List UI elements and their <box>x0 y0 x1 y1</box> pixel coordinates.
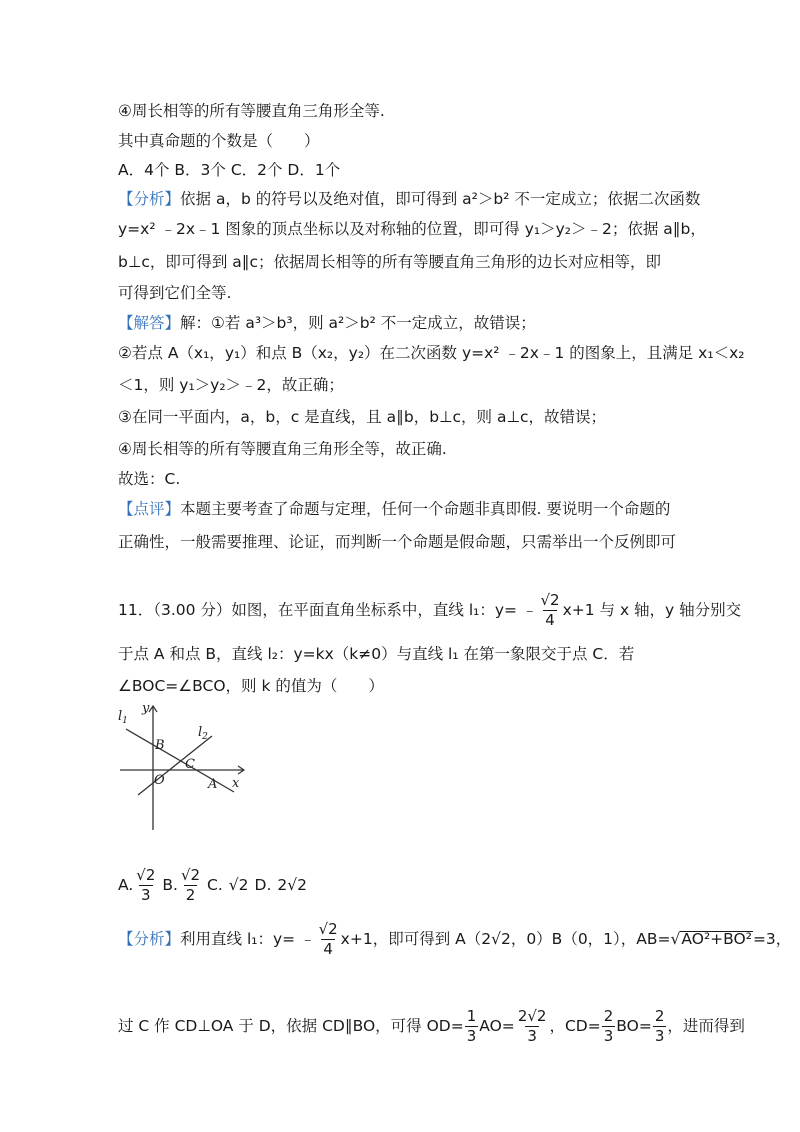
text-line: ④周长相等的所有等腰直角三角形全等. <box>118 102 385 120</box>
x-label: x <box>232 776 240 791</box>
text-line: ③在同一平面内，a，b，c 是直线，且 a∥b，b⊥c，则 a⊥c，故错误； <box>118 408 607 426</box>
option-b-value <box>179 868 202 903</box>
solution-text: 解：①若 a³＞b³，则 a²＞b² 不一定成立，故错误； <box>180 314 536 332</box>
solution-tag: 【解答】 <box>118 314 181 332</box>
text-line: ＜1，则 y₁＞y₂＞﹣2，故正确； <box>118 376 344 394</box>
text-line: 正确性，一般需要推理、论证，而判断一个命题是假命题，只需举出一个反例即可 <box>118 533 677 551</box>
analysis-text: BO= <box>616 1016 652 1035</box>
line-l1 <box>126 729 234 792</box>
line-l2-label: $l_2$ <box>198 725 208 742</box>
sqrt-sign: √ <box>670 929 681 948</box>
fraction <box>465 1009 479 1044</box>
option-d-value: 2√2 <box>277 875 308 894</box>
sqrt-expression: AO²+BO² <box>681 930 752 949</box>
question-text: x+1 与 x 轴，y 轴分别交 <box>562 600 742 619</box>
analysis-tag: 【分析】 <box>118 190 181 208</box>
origin-label: O <box>154 773 165 788</box>
option-d-label: D. <box>254 875 272 894</box>
fraction-denominator: 2 <box>185 886 196 904</box>
fraction-denominator: 3 <box>654 1027 665 1045</box>
comment-line <box>118 502 670 518</box>
option-c-value: √2 <box>228 875 249 894</box>
fraction-numerator: √2 <box>318 920 338 938</box>
answer-options <box>118 868 307 903</box>
question-line: ∠BOC=∠BCO，则 k 的值为（ ） <box>118 677 384 695</box>
text-line: ④周长相等的所有等腰直角三角形全等，故正确. <box>118 440 447 458</box>
fraction-numerator: 1 <box>466 1007 477 1025</box>
question-line: 于点 A 和点 B，直线 l₂：y=kx（k≠0）与直线 l₁ 在第一象限交于点 C．若 <box>118 645 635 663</box>
fraction <box>317 922 340 957</box>
analysis-text: 依据 a，b 的符号以及绝对值，即可得到 a²＞b² 不一定成立；依据二次函数 <box>180 190 701 208</box>
fraction <box>516 1009 549 1044</box>
option-a-label: A. <box>118 875 134 894</box>
fraction-denominator: 3 <box>141 886 151 904</box>
point-c-label: C <box>185 757 195 772</box>
fraction-numerator: 2 <box>603 1007 614 1025</box>
fraction <box>602 1009 616 1044</box>
analysis-line-2 <box>118 1009 745 1044</box>
solution-line <box>118 316 536 332</box>
analysis-line <box>118 192 700 208</box>
text-line: 可得到它们全等. <box>118 284 232 302</box>
option-a-value <box>134 868 157 903</box>
option-b-label: B. <box>162 875 178 894</box>
analysis-text: =3， <box>752 929 792 948</box>
analysis-text: 利用直线 l₁：y= ﹣ <box>180 929 316 948</box>
fraction <box>538 593 561 628</box>
fraction <box>653 1009 667 1044</box>
point-a-label: A <box>208 777 218 792</box>
fraction-denominator: 3 <box>466 1027 477 1045</box>
fraction-denominator: 4 <box>545 611 555 629</box>
line-l2 <box>138 736 212 795</box>
line-l1-label: $l_1$ <box>118 709 128 726</box>
options-line: A．4个 B．3个 C．2个 D．1个 <box>118 161 341 179</box>
coordinate-figure <box>112 700 252 835</box>
fraction-numerator: 2√2 <box>517 1007 547 1025</box>
fraction-numerator: √2 <box>540 591 560 609</box>
point-b-label: B <box>155 738 165 753</box>
text-line: 其中真命题的个数是（ ） <box>118 132 320 150</box>
analysis-tag: 【分析】 <box>118 929 181 948</box>
text-line: y=x² ﹣2x﹣1 图象的顶点坐标以及对称轴的位置，即可得 y₁＞y₂＞﹣2；依据 a∥b， <box>118 220 706 238</box>
analysis-text: AO= <box>479 1016 515 1035</box>
fraction-numerator: 2 <box>654 1007 665 1025</box>
question-text: 11．（3.00 分）如图，在平面直角坐标系中，直线 l₁：y= ﹣ <box>118 600 538 619</box>
text-line: ②若点 A（x₁，y₁）和点 B（x₂，y₂）在二次函数 y=x² ﹣2x﹣1 的图象上，且满足 x₁＜x₂ <box>118 344 745 362</box>
text-line: 故选：C. <box>118 470 181 488</box>
analysis-line-1 <box>118 922 791 957</box>
comment-text: 本题主要考查了命题与定理，任何一个命题非真即假. 要说明一个命题的 <box>180 500 671 518</box>
comment-tag: 【点评】 <box>118 500 181 518</box>
fraction-numerator: √2 <box>136 866 156 884</box>
fraction-denominator: 4 <box>323 940 333 958</box>
analysis-text: 过 C 作 CD⊥OA 于 D，依据 CD∥BO，可得 OD= <box>118 1016 464 1035</box>
option-c-label: C. <box>207 875 223 894</box>
fraction-numerator: √2 <box>180 866 201 884</box>
analysis-text: ，进而得到 <box>667 1016 745 1035</box>
fraction-denominator: 3 <box>603 1027 614 1045</box>
y-label: y <box>142 701 150 716</box>
question-11-line <box>118 593 741 628</box>
fraction-denominator: 3 <box>527 1027 537 1045</box>
analysis-text: ，CD= <box>549 1016 601 1035</box>
text-line: b⊥c，即可得到 a∥c；依据周长相等的所有等腰直角三角形的边长对应相等，即 <box>118 253 662 271</box>
analysis-text: x+1，即可得到 A（2√2，0）B（0，1），AB= <box>340 929 671 948</box>
